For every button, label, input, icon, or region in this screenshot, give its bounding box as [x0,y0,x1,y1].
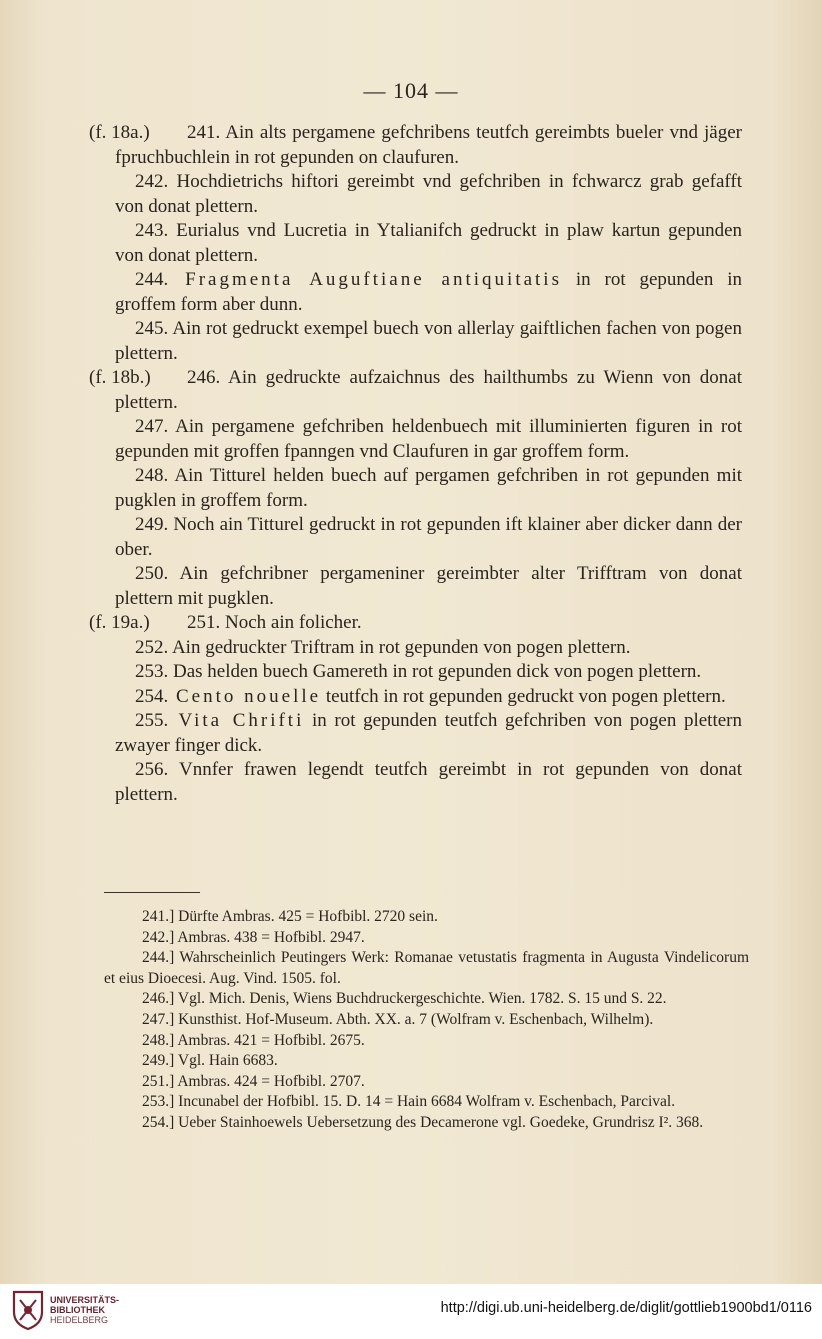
entry-spaced-title: Fragmenta Auguftiane antiquitatis [168,269,562,290]
footnote [104,1072,749,1093]
footnote-text: Dürfte Ambras. 425 = Hofbibl. 2720 sein. [174,908,438,925]
entry-number: 256. [135,759,169,780]
library-name-line2: BIBLIOTHEK [50,1305,105,1315]
folio-reference: (f. 18b.) [89,367,151,388]
library-footer [0,1284,822,1339]
inventory-entry [89,366,742,415]
entry-number: 241. [187,122,221,143]
footnote-number: 244.] [142,949,175,967]
footnote [104,907,749,928]
footnote [104,989,749,1010]
entry-text: Ain pergamene gefchriben heldenbuech mit illuminierten figuren in rot gepunden mit groffen fpanngen vnd Claufuren in gar groffem form. [115,416,742,462]
entry-number: 254. [135,685,169,707]
entry-text: Noch ain Titturel gedruckt in rot gepunden ift klainer aber dicker dann der ober. [115,514,742,560]
footnote-text: Ambras. 438 = Hofbibl. 2947. [174,928,365,946]
inventory-entry [115,709,742,758]
footnote [104,1051,749,1072]
footnote-text: Incunabel der Hofbibl. 15. D. 14 = Hain 6684 Wolfram v. Eschenbach, Parcival. [174,1093,676,1111]
entry-number: 243. [135,220,169,241]
inventory-entry [115,415,742,464]
footnote-text: Ambras. 424 = Hofbibl. 2707. [174,1072,365,1090]
entry-text: Ain gefchribner pergameniner gereimbter alter Trifftram von donat plettern mit pugklen. [115,563,742,609]
library-name-line3: HEIDELBERG [50,1315,109,1325]
inventory-list [89,121,743,807]
inventory-entry [115,562,742,611]
entry-number: 247. [135,416,169,437]
entry-text: teutfch in rot gepunden gedruckt von pogen plettern. [321,685,726,707]
entry-number: 246. [187,367,221,388]
entry-number: 253. [135,661,169,682]
inventory-entry [115,219,742,268]
folio-reference: (f. 19a.) [89,612,150,633]
footnote-text: Ambras. 421 = Hofbibl. 2675. [174,1031,365,1049]
entry-spaced-title: Cento nouelle [168,685,322,707]
entry-spaced-title: Vita Chrifti [168,710,305,731]
footnote-text: Wahrscheinlich Peutingers Werk: Romanae vetustatis fragmenta in Augusta Vindelicorum et eius Dioecesi. Aug. Vind. 1505. fol. [104,949,749,987]
page-number: — 104 — [363,78,459,103]
entry-text: in rot gepunden teutfch gefchriben von pogen plettern zwayer finger dick. [115,710,742,756]
entry-text: Eurialus vnd Lucretia in Ytalianifch gedruckt in plaw kartun gepunden von donat plettern. [115,220,742,266]
entry-text: Noch ain folicher. [220,612,362,633]
entry-number: 252. [135,636,169,658]
footnote-text: Kunsthist. Hof-Museum. Abth. XX. a. 7 (Wolfram v. Eschenbach, Wilhelm). [174,1010,654,1028]
inventory-entry [115,685,742,710]
library-name [50,1295,119,1325]
entry-number: 242. [135,171,169,192]
entry-number: 255. [135,710,169,731]
footnote-number: 253.] [142,1093,175,1111]
entry-text: Ain gedruckte aufzaichnus des hailthumbs zu Wienn von donat plettern. [115,367,742,413]
inventory-entry [115,464,742,513]
entry-text: in rot gepunden in groffem form aber dunn. [115,269,743,315]
library-name-line1: UNIVERSITÄTS- [50,1295,120,1305]
footnote-text: Vgl. Mich. Denis, Wiens Buchdruckergeschichte. Wien. 1782. S. 15 und S. 22. [174,990,667,1008]
inventory-entry [115,268,742,317]
inventory-entry [115,636,742,661]
entry-number: 250. [135,563,169,584]
entry-number: 244. [135,269,169,290]
university-library-logo-icon [10,1290,46,1330]
entry-text: Ain Titturel helden buech auf pergamen gefchriben in rot gepunden mit pugklen in groffem form. [115,465,742,511]
footnote-number: 249.] [142,1052,175,1070]
footnote-number: 246.] [142,990,175,1008]
inventory-entry [115,758,742,807]
entry-text: Vnnfer frawen legendt teutfch gereimbt in rot gepunden von donat plettern. [115,759,742,805]
footnote-text: Vgl. Hain 6683. [174,1052,278,1070]
inventory-entry [89,611,742,636]
entry-number: 249. [135,514,169,535]
footnote-number: 241.] [142,908,175,925]
permalink-url[interactable]: http://digi.ub.uni-heidelberg.de/diglit/gottlieb1900bd1/0116 [440,1300,812,1316]
entry-number: 251. [187,612,221,633]
footnotes [104,907,749,1134]
entry-number: 248. [135,465,169,486]
footnote [104,928,749,949]
footnote-number: 251.] [142,1072,175,1090]
entry-text: Ain gedruckter Triftram in rot gepunden von pogen plettern. [168,636,631,658]
entry-number: 245. [135,318,169,339]
footnote-number: 247.] [142,1010,175,1028]
entry-text: Hochdietrichs hiftori gereimbt vnd gefchriben in fchwarcz grab gefafft von donat plettern. [115,171,742,217]
footnote-number: 254.] [142,1113,175,1131]
footnote [104,1031,749,1052]
inventory-entry [115,317,742,366]
footnote [104,1092,749,1113]
footnote [104,1010,749,1031]
entry-text: Ain rot gedruckt exempel buech von allerlay gaiftlichen fachen von pogen plettern. [115,318,742,364]
inventory-entry [115,170,742,219]
footnote-text: Ueber Stainhoewels Uebersetzung des Decamerone vgl. Goedeke, Grundrisz I². 368. [174,1113,704,1131]
footnote [104,1113,749,1134]
inventory-entry [89,121,742,170]
footnote-divider [104,892,200,893]
footnote-number: 242.] [142,928,175,946]
inventory-entry [115,513,742,562]
footnote [104,948,749,989]
entry-text: Ain alts pergamene gefchribens teutfch gereimbts bueler vnd jäger fpruchbuchlein in rot gepunden on claufuren. [115,122,742,168]
folio-reference: (f. 18a.) [89,122,150,143]
footnote-number: 248.] [142,1031,175,1049]
inventory-entry [115,660,742,685]
entry-text: Das helden buech Gamereth in rot gepunden dick von pogen plettern. [168,661,702,682]
